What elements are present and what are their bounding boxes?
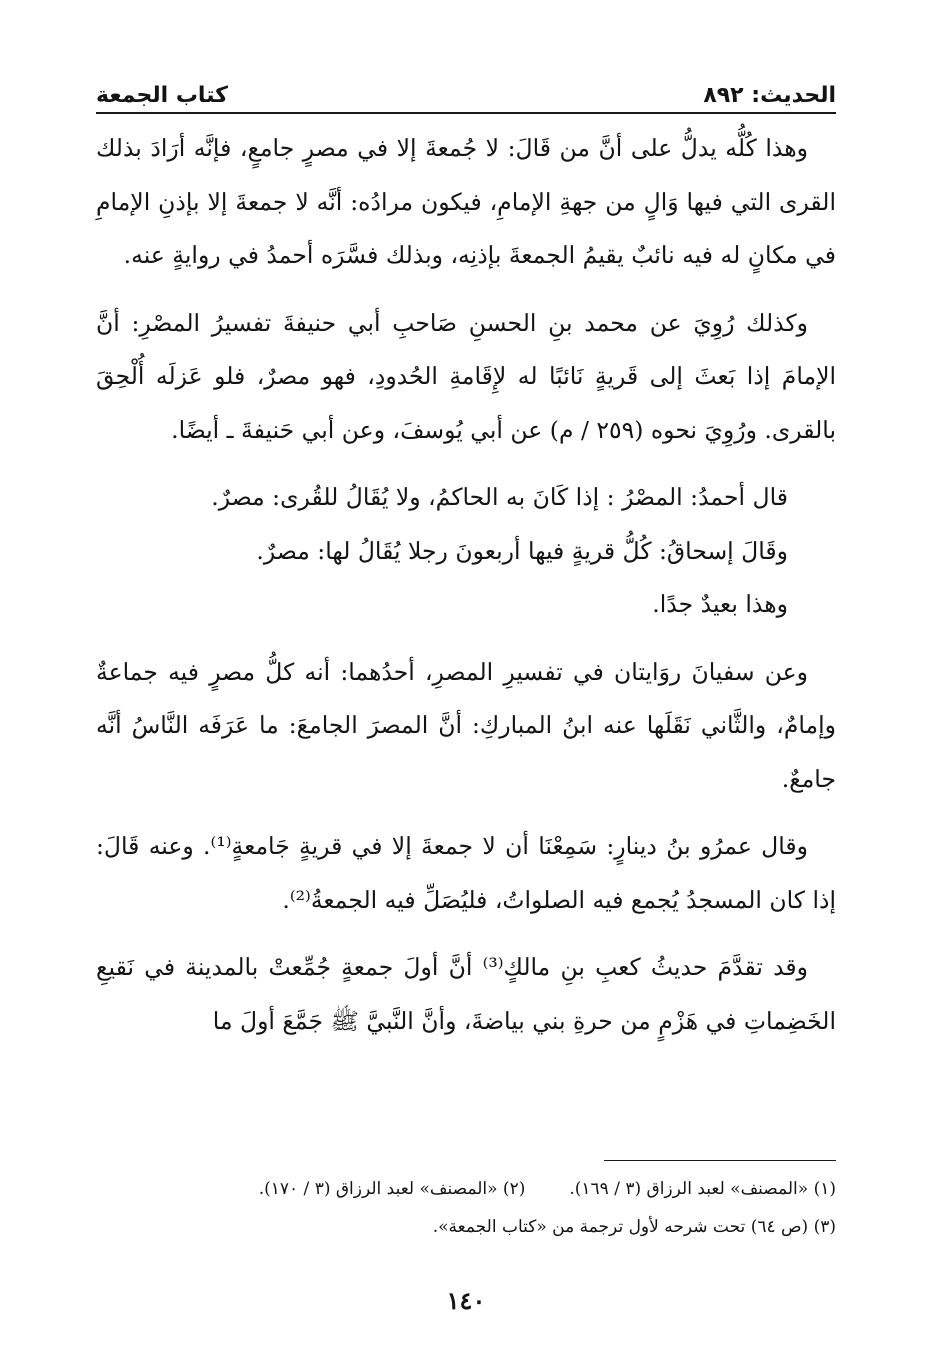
running-header (96, 68, 836, 108)
footnotes (96, 1170, 836, 1246)
paragraph-3: قال أحمدُ: المصْرُ : إذا كَانَ به الحاكمُ، ولا يُقَالُ للقُرى: مصرٌ. (211, 483, 788, 511)
paragraph-2: وكذلك رُوِيَ عن محمد بنِ الحسنِ صَاحبِ أبي حنيفةَ تفسيرُ المصْرِ: أنَّ الإمامَ إذا بَعثَ إلى قَريةٍ نَائبًا له لإِقَامةِ الحُدودِ، فهو مصرٌ، فلو عَزلَه أُلْحِقَ بالقرى. ورُوِيَ نحوه (٢٥٩ / م) عن أبي يُوسفَ، وعن أبي حَنيفةَ ـ أيضًا. (96, 308, 836, 444)
paragraph-6: وعن سفيانَ روَايتان في تفسيرِ المصرِ، أحدُهما: أنه كلُّ مصرٍ فيه جماعةٌ وإمامٌ، والثَّاني نَقَلَها عنه ابنُ المباركِ: أنَّ المصرَ الجامعَ: ما عَرَفَه النَّاسُ أنَّه جامعٌ. (96, 657, 836, 793)
hadith-number-heading: الحديث: ٨٩٢ (703, 83, 836, 108)
footnote-1: (١) «المصنف» لعبد الرزاق (٣ / ١٦٩). (569, 1179, 836, 1199)
paragraph-4: وقَالَ إسحاقُ: كُلُّ قريةٍ فيها أربعونَ رجلا يُقَالُ لها: مصرٌ. (256, 536, 788, 565)
page-number: ١٤٠ (446, 1286, 486, 1315)
footnote-row (96, 1170, 836, 1208)
footnote-3: (٣) (ص ٦٤) تحت شرحه لأول ترجمة من «كتاب الجمعة». (432, 1217, 836, 1237)
paragraph-1: وهذا كُلُّه يدلُّ على أنَّ من قَالَ: لا جُمعةَ إلا في مصرٍ جامعٍ، فإنَّه أرَادَ بذلك القرى التي فيها وَالٍ من جهةِ الإمامِ، فيكون مرادُه: أنَّه لا جمعةَ إلا بإذنِ الإمامِ في مكانٍ له فيه نائبٌ يقيمُ الجمعةَ بإذنِه، وبذلك فسَّرَه أحمدُ في روايةٍ عنه. (96, 134, 836, 269)
chapter-title-heading: كتاب الجمعة (96, 83, 228, 108)
paragraph-7: وقال عمرُو بنُ دينارٍ: سَمِعْنَا أن لا جمعةَ إلا في قريةٍ جَامعةٍ⁽¹⁾. وعنه قَالَ: إذا كان المسجدُ يُجمع فيه الصلواتُ، فليُصَلِّ فيه الجمعةُ⁽²⁾. (96, 832, 836, 914)
main-text (96, 122, 836, 1048)
paragraph-8: وقد تقدَّمَ حديثُ كعبِ بنِ مالكٍ⁽³⁾ أنَّ أولَ جمعةٍ جُمِّعتْ بالمدينة في نَقيعِ الخَضِماتِ في هَزْمٍ من حرةِ بني بياضةَ، وأنَّ النَّبيَّ ﷺ جَمَّعَ أولَ ما (96, 953, 836, 1035)
paragraph-5: وهذا بعيدٌ جدًا. (652, 590, 788, 618)
footnote-2: (٢) «المصنف» لعبد الرزاق (٣ / ١٧٠). (258, 1179, 526, 1199)
footnote-rule (604, 1160, 836, 1161)
header-rule (96, 112, 836, 114)
